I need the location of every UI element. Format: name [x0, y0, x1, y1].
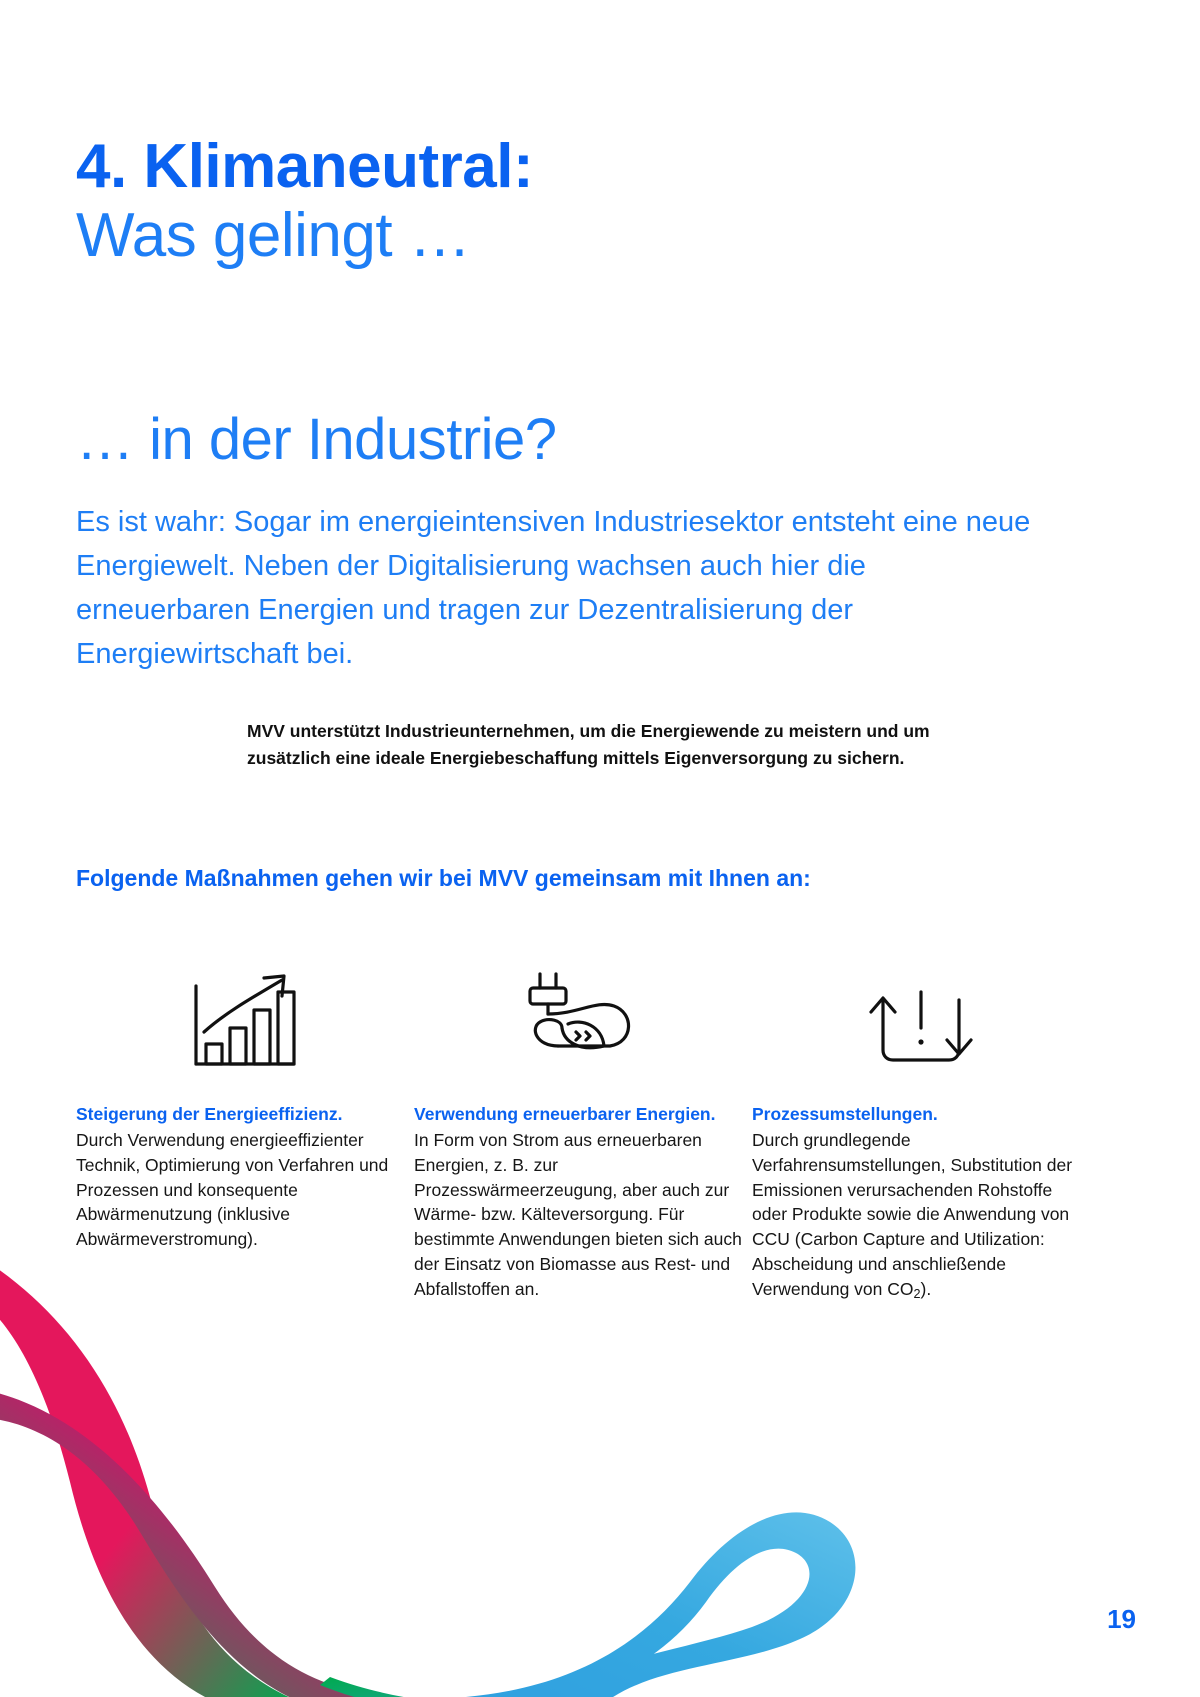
measure-body-3-subscript: 2	[913, 1287, 921, 1302]
measure-column-3	[752, 960, 1090, 1304]
headline-line-1: 4. Klimaneutral:	[76, 132, 534, 201]
measure-column-1	[76, 960, 414, 1304]
intro-paragraph: Es ist wahr: Sogar im energieintensiven Industriesektor entsteht eine neue Energiewelt. Neben der Digitalisierung wachsen auch hier die erneuerbaren Energien und tragen zur Dezentralisierung der Energiewirtschaft bei.	[76, 506, 1031, 671]
plug-leaf-cable-icon	[414, 960, 752, 1080]
measure-title-2: Verwendung erneuerbarer Energien.	[414, 1104, 716, 1124]
measure-title-3: Prozessumstellungen.	[752, 1104, 938, 1124]
measure-body-3	[752, 1128, 1090, 1304]
page-headline	[76, 132, 1076, 271]
measure-title-1: Steigerung der Energieeffizienz.	[76, 1104, 343, 1124]
page-number: 19	[1107, 1604, 1136, 1634]
measure-body-2: In Form von Strom aus erneuerbaren Energien, z. B. zur Prozesswärmeerzeugung, aber auch zur Wärme- bzw. Kälteversorgung. Für bestimmte Anwendungen bieten sich auch der Einsatz von Biomasse aus Rest- und Abfallstoffen an.	[414, 1129, 742, 1299]
measure-text-2	[414, 1102, 752, 1302]
measure-text-1	[76, 1102, 414, 1252]
measures-columns	[76, 960, 1136, 1304]
decorative-swoosh-graphic	[0, 1267, 1200, 1697]
measure-body-3-part1: Durch grundlegende Verfahrensumstellungen, Substitution der Emissionen verursachenden Rohstoffe oder Produkte sowie die Anwendung von CCU (Carbon Capture and Utilization: Abscheidung und anschließende Verwendung von CO	[752, 1129, 1073, 1299]
measure-column-2	[414, 960, 752, 1304]
headline-line-2: Was gelingt …	[76, 201, 471, 271]
measure-body-3-part2: ).	[920, 1278, 932, 1299]
callout-text: MVV unterstützt Industrieunternehmen, um die Energiewende zu meistern und um zusätzlich eine ideale Energiebeschaffung mittels Eigenversorgung zu sichern.	[247, 721, 930, 769]
measures-heading: Folgende Maßnahmen gehen wir bei MVV gemeinsam mit Ihnen an:	[76, 865, 811, 891]
process-change-exclamation-icon	[752, 960, 1090, 1080]
measure-text-3	[752, 1102, 1090, 1304]
section-title: … in der Industrie?	[76, 407, 557, 472]
measure-body-1: Durch Verwendung energieeffizienter Technik, Optimierung von Verfahren und Prozessen und konsequente Abwärmenutzung (inklusive Abwärmeverstromung).	[76, 1129, 389, 1250]
bar-chart-growth-icon	[76, 960, 414, 1080]
